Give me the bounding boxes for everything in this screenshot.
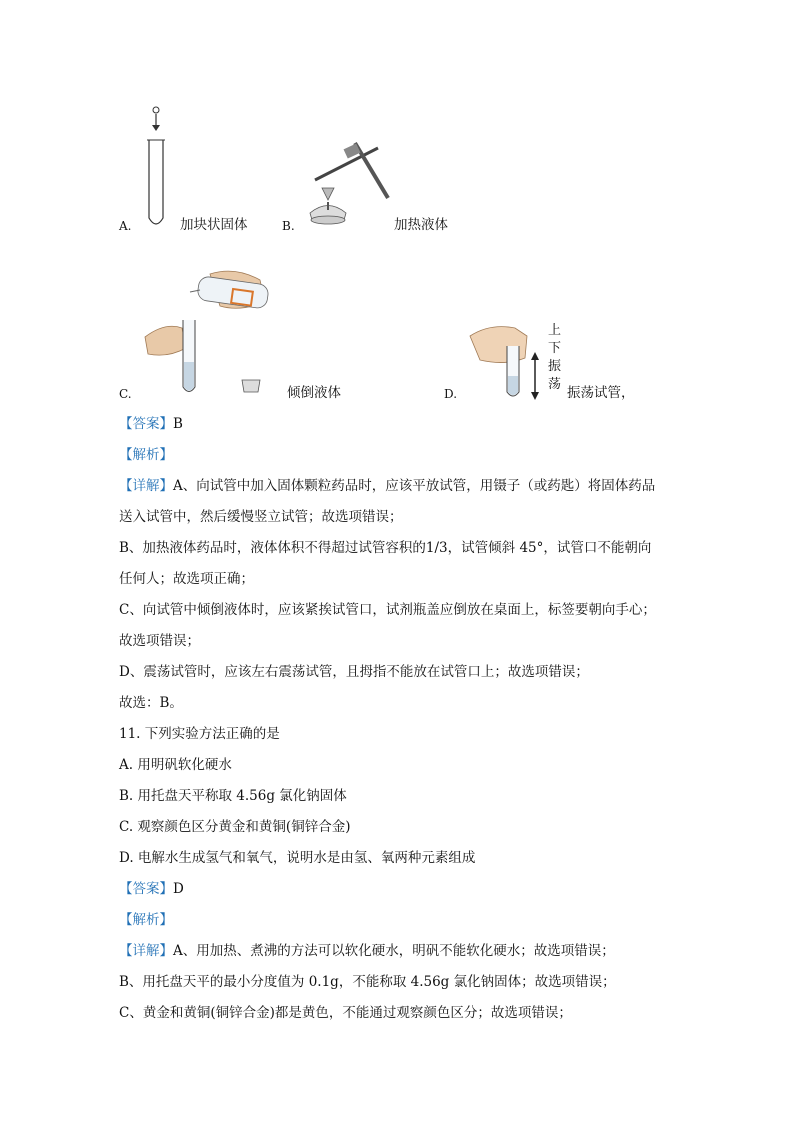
figure-d-caption: 振荡试管， [567, 385, 635, 401]
q11-analysis-heading: 【解析】 [119, 912, 173, 928]
q10-detail-line-7: D、震荡试管时，应该左右震荡试管，且拇指不能放在试管口上；故选项错误； [119, 664, 589, 680]
q10-detail-line-3: B、加热液体药品时，液体体积不得超过试管容积的1/3，试管倾斜 45°，试管口不能朝向 [119, 540, 652, 556]
q10-answer: 【答案】B [119, 416, 183, 432]
q11-detail-line-1: 【详解】A、用加热、煮沸的方法可以软化硬水，明矾不能软化硬水；故选项错误； [119, 943, 615, 959]
q11-detail-line-3: C、黄金和黄铜(铜锌合金)都是黄色，不能通过观察颜色区分；故选项错误； [119, 1005, 572, 1021]
figure-a-adding-solid [140, 100, 180, 230]
figure-c-caption: 倾倒液体 [287, 385, 341, 401]
figure-a-letter: A. [119, 219, 132, 233]
q10-detail-line-2: 送入试管中，然后缓慢竖立试管；故选项错误； [119, 509, 403, 525]
q11-answer: 【答案】D [119, 881, 184, 897]
q11-stem: 11. 下列实验方法正确的是 [119, 726, 280, 742]
q11-option-d: D. 电解水生成氢气和氧气，说明水是由氢、氧两种元素组成 [119, 850, 476, 866]
figure-c-pouring-liquid [140, 262, 280, 402]
figure-a-caption: 加块状固体 [180, 217, 248, 233]
q11-option-b: B. 用托盘天平称取 4.56g 氯化钠固体 [119, 788, 347, 804]
q10-detail-line-5: C、向试管中倾倒液体时，应该紧挨试管口，试剂瓶盖应倒放在桌面上，标签要朝向手心； [119, 602, 656, 618]
q10-detail-line-1: 【详解】A、向试管中加入固体颗粒药品时，应该平放试管，用镊子（或药匙）将固体药品 [119, 478, 656, 494]
figure-d-shaking-test-tube [465, 318, 545, 400]
figure-b-caption: 加热液体 [394, 217, 448, 233]
q10-detail-line-4: 任何人；故选项正确； [119, 571, 254, 587]
q11-option-c: C. 观察颜色区分黄金和黄铜(铜锌合金) [119, 819, 351, 835]
figure-b-letter: B. [282, 219, 295, 233]
q10-analysis-heading: 【解析】 [119, 447, 173, 463]
q11-option-a: A. 用明矾软化硬水 [119, 757, 232, 773]
figure-d-direction-label: 上 下 振 荡 [548, 323, 562, 392]
q11-detail-line-2: B、用托盘天平的最小分度值为 0.1g，不能称取 4.56g 氯化钠固体；故选项错误； [119, 974, 616, 990]
figure-b-heating-liquid [300, 128, 400, 238]
figure-d-letter: D. [444, 387, 458, 401]
q10-detail-line-6: 故选项错误； [119, 633, 200, 649]
q10-conclusion: 故选：B。 [119, 695, 183, 711]
figure-c-letter: C. [119, 387, 132, 401]
